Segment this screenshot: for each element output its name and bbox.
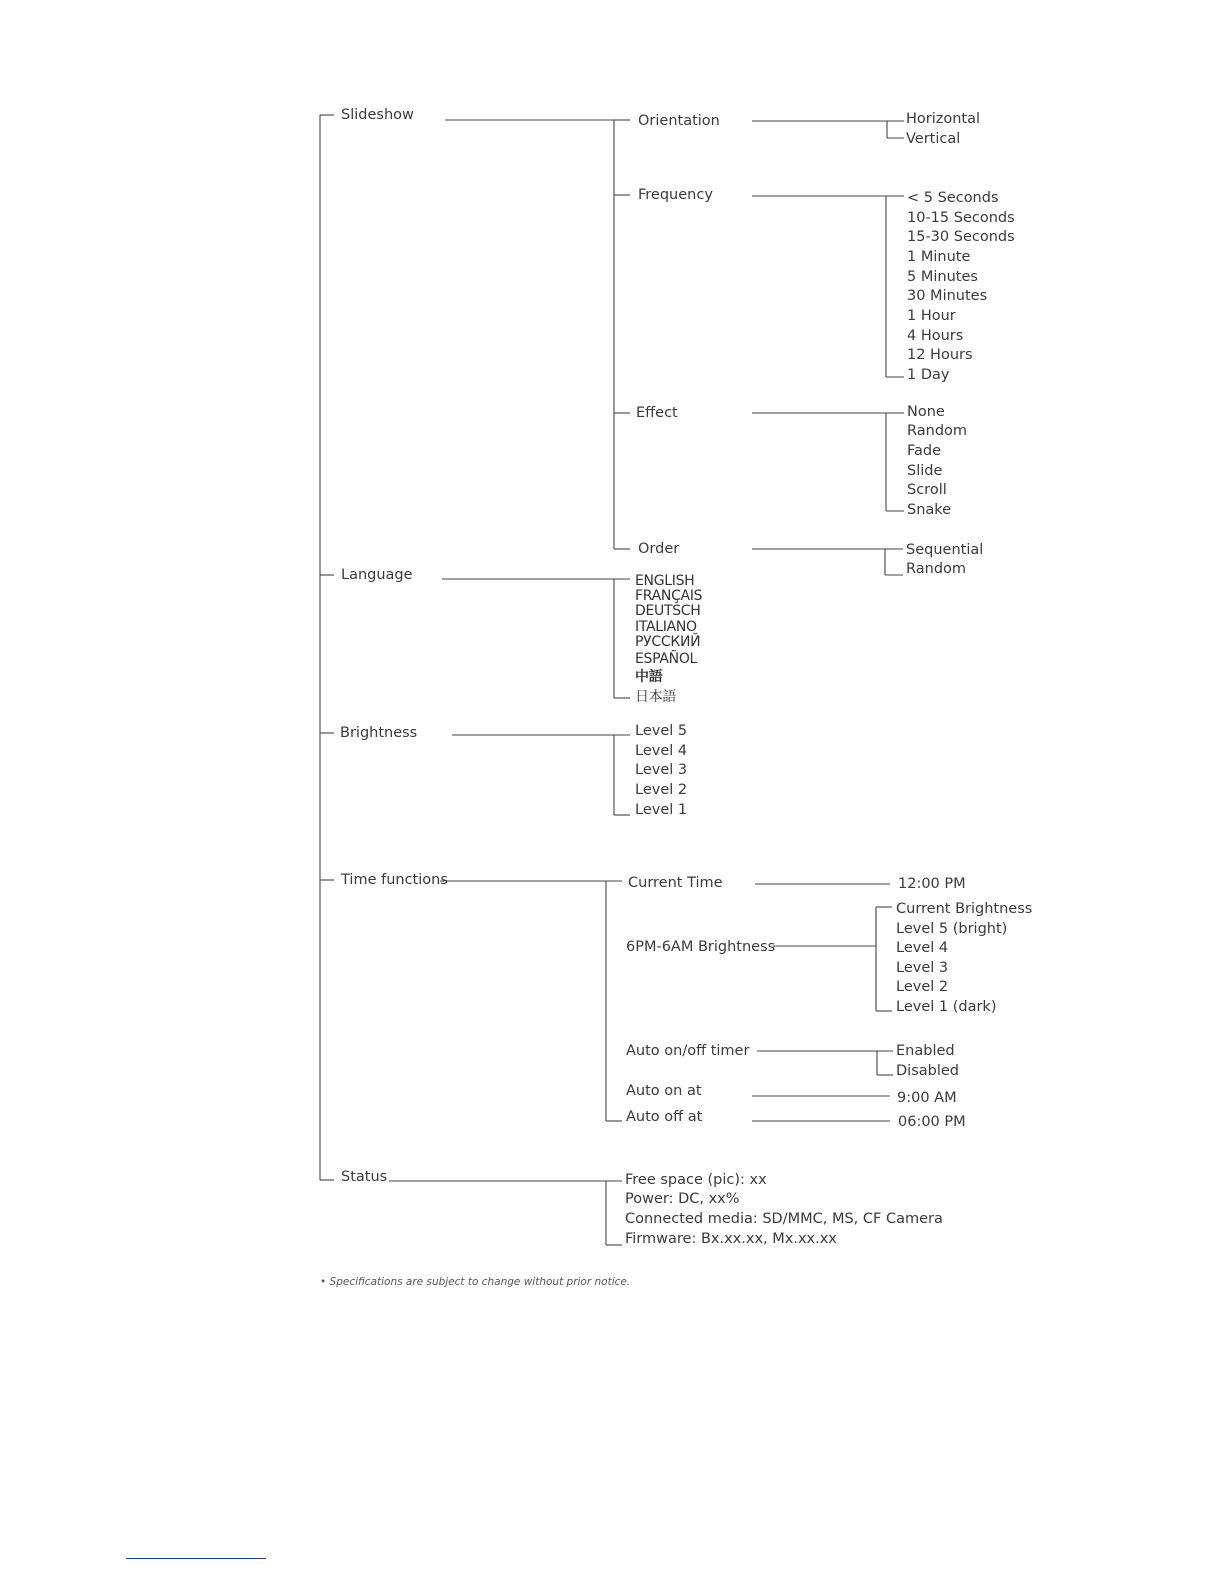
status-item: Free space (pic): xx (625, 1172, 767, 1188)
node-auto-off: Auto off at (626, 1109, 703, 1125)
option-night-brightness: Level 1 (dark) (896, 999, 997, 1015)
value-current-time: 12:00 PM (898, 876, 966, 892)
node-auto-on: Auto on at (626, 1083, 702, 1099)
option-frequency: 1 Day (907, 367, 950, 383)
status-item: Connected media: SD/MMC, MS, CF Camera (625, 1211, 943, 1227)
option-auto-timer: Enabled (896, 1043, 955, 1059)
option-language: DEUTSCH (635, 603, 701, 619)
node-frequency: Frequency (638, 187, 713, 203)
option-brightness: Level 5 (635, 723, 688, 739)
node-time-functions: Time functions (341, 872, 448, 888)
option-language: 中語 (635, 669, 663, 685)
option-language: FRANÇAIS (635, 588, 703, 604)
option-brightness: Level 1 (635, 802, 688, 818)
option-frequency: 30 Minutes (907, 288, 988, 304)
option-effect: Snake (907, 502, 952, 518)
option-night-brightness: Current Brightness (896, 901, 1033, 917)
option-effect: Random (907, 423, 968, 439)
option-frequency: 15-30 Seconds (907, 229, 1015, 245)
option-frequency: 12 Hours (907, 347, 973, 363)
node-status: Status (341, 1169, 388, 1185)
option-brightness: Level 4 (635, 743, 688, 759)
option-frequency: 4 Hours (907, 328, 964, 344)
option-night-brightness: Level 3 (896, 960, 949, 976)
footnote: • Specifications are subject to change without prior notice. (320, 1276, 631, 1288)
option-frequency: 10-15 Seconds (907, 210, 1015, 226)
node-language: Language (341, 567, 413, 583)
option-effect: None (907, 404, 945, 420)
node-brightness: Brightness (340, 725, 418, 741)
option-vertical: Vertical (906, 131, 961, 147)
option-horizontal: Horizontal (906, 111, 981, 127)
node-orientation: Orientation (638, 113, 720, 129)
option-frequency: 5 Minutes (907, 269, 978, 285)
option-language: ESPAÑOL (635, 651, 698, 667)
option-frequency: 1 Hour (907, 308, 956, 324)
option-order: Random (906, 561, 967, 577)
option-language: 日本語 (635, 689, 677, 705)
status-item: Firmware: Bx.xx.xx, Mx.xx.xx (625, 1231, 837, 1247)
option-frequency: 1 Minute (907, 249, 971, 265)
option-order: Sequential (906, 542, 984, 558)
option-effect: Scroll (907, 482, 947, 498)
node-auto-timer: Auto on/off timer (626, 1043, 750, 1059)
node-night-brightness: 6PM-6AM Brightness (626, 939, 776, 955)
option-auto-timer: Disabled (896, 1063, 959, 1079)
option-brightness: Level 2 (635, 782, 688, 798)
node-order: Order (638, 541, 680, 557)
option-frequency: < 5 Seconds (907, 190, 999, 206)
node-current-time: Current Time (628, 875, 723, 891)
value-auto-on: 9:00 AM (897, 1090, 957, 1106)
status-item: Power: DC, xx% (625, 1191, 740, 1207)
option-night-brightness: Level 4 (896, 940, 949, 956)
option-language: РУССКИЙ (635, 634, 701, 650)
option-night-brightness: Level 2 (896, 979, 949, 995)
option-effect: Slide (907, 463, 943, 479)
option-language: ENGLISH (635, 573, 695, 589)
option-brightness: Level 3 (635, 762, 688, 778)
option-effect: Fade (907, 443, 942, 459)
option-language: ITALIANO (635, 619, 697, 635)
node-effect: Effect (636, 405, 678, 421)
node-slideshow: Slideshow (341, 107, 414, 123)
value-auto-off: 06:00 PM (898, 1114, 966, 1130)
option-night-brightness: Level 5 (bright) (896, 921, 1008, 937)
bottom-rule (126, 1558, 266, 1559)
